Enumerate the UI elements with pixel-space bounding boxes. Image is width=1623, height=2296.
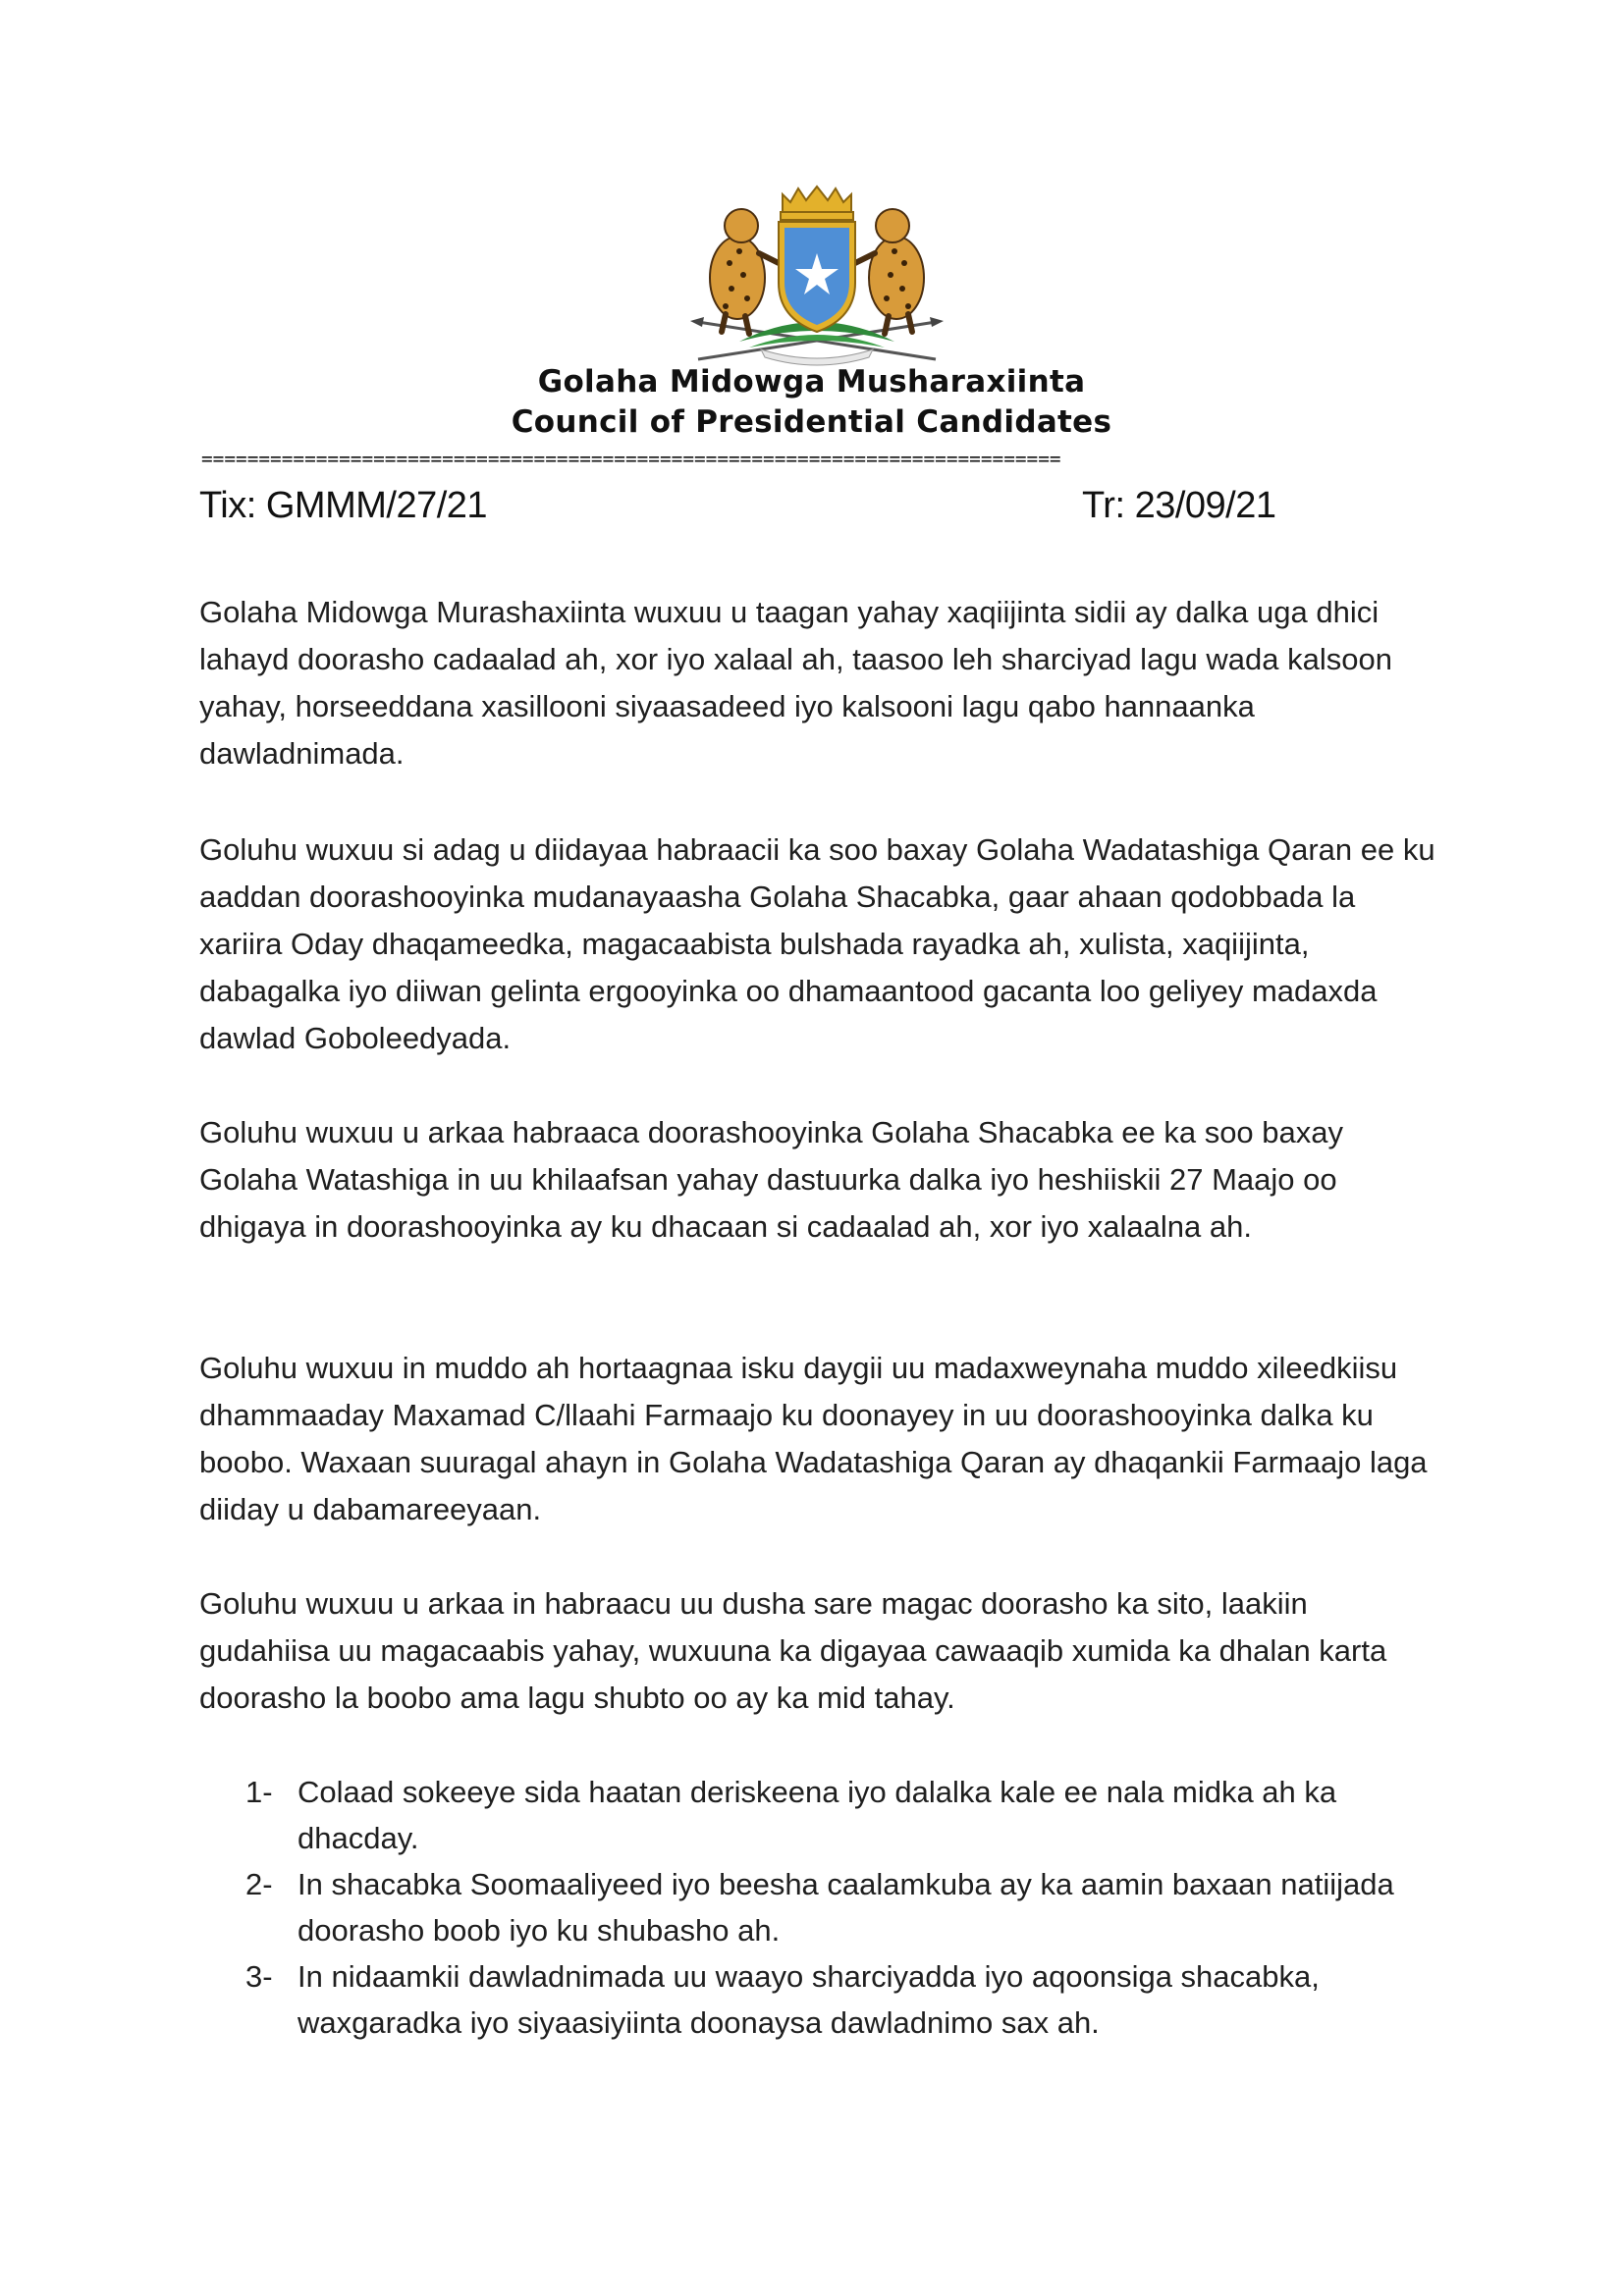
crown-icon <box>781 187 853 220</box>
shield-icon <box>779 222 855 332</box>
coat-of-arms-emblem <box>680 185 953 367</box>
list-item-number: 2- <box>245 1867 273 1901</box>
list-item-number: 3- <box>245 1959 273 1994</box>
body-paragraph: Golaha Midowga Murashaxiinta wuxuu u taagan yahay xaqiijinta sidii ay dalka uga dhici lahayd doorasho cadaalad ah, xor iyo xalaal ah, taasoo leh sharciyad lagu wada kalsoon yahay, horseeddana xasillooni siyaasadeed iyo kalsooni lagu qabo hannaanka dawladnimada. <box>199 595 1392 771</box>
consequences-list <box>199 1769 1436 2046</box>
list-item <box>199 1953 1436 2046</box>
body-paragraph: Goluhu wuxuu u arkaa in habraacu uu dusha sare magac doorasho ka sito, laakiin gudahiisa uu magacaabis yahay, wuxuuna ka digayaa cawaaqib xumida ka dhalan karta doorasho la boobo ama lagu shubto oo ay ka mid tahay. <box>199 1586 1387 1715</box>
list-item-number: 1- <box>245 1775 273 1809</box>
body-paragraph: Goluhu wuxuu si adag u diidayaa habraacii ka soo baxay Golaha Wadatashiga Qaran ee ku aaddan doorashooyinka mudanayaasha Golaha Shacabka, gaar ahaan qodobbada la xariira Oday dhaqameedka, magacaabista bulshada rayadka ah, xulista, xaqiijinta, dabagalka iyo diiwan gelinta ergooyinka oo dhamaantood gacanta loo geliyey madaxda dawlad Goboleedyada. <box>199 832 1435 1055</box>
right-leopard-icon <box>855 209 924 334</box>
list-item-text: In nidaamkii dawladnimada uu waayo sharciyadda iyo aqoonsiga shacabka, waxgaradka iyo siyaasiyiinta doonaysa dawladnimo sax ah. <box>298 1959 1320 2040</box>
list-item <box>199 1861 1436 1953</box>
body-paragraph: Goluhu wuxuu u arkaa habraaca doorashooyinka Golaha Shacabka ee ka soo baxay Golaha Watashiga in uu khilaafsan yahay dastuurka dalka iyo heshiiskii 27 Maajo oo dhigaya in doorashooyinka ay ku dhacaan si cadaalad ah, xor iyo xalaalna ah. <box>199 1115 1344 1244</box>
body-paragraph: Goluhu wuxuu in muddo ah hortaagnaa isku daygii uu madaxweynaha muddo xileedkiisu dhammaaday Maxamad C/llaahi Farmaajo ku doonayey in uu doorashooyinka dalka ku boobo. Waxaan suuragal ahayn in Golaha Wadatashiga Qaran ay dhaqankii Farmaajo laga diiday u dabamareeyaan. <box>199 1351 1428 1526</box>
list-item-text: In shacabka Soomaaliyeed iyo beesha caalamkuba ay ka aamin baxaan natiijada doorasho boob iyo ku shubasho ah. <box>298 1867 1394 1948</box>
reference-date: Tr: 23/09/21 <box>1082 485 1276 526</box>
header-divider: =========================================================================== <box>201 448 1061 470</box>
org-name-somali: Golaha Midowga Musharaxiinta <box>537 364 1086 400</box>
left-leopard-icon <box>710 209 779 334</box>
list-item-text: Colaad sokeeye sida haatan deriskeena iyo dalalka kale ee nala midka ah ka dhacday. <box>298 1775 1337 1855</box>
list-item <box>199 1769 1436 1861</box>
reference-number: Tix: GMMM/27/21 <box>199 485 488 526</box>
org-name-english: Council of Presidential Candidates <box>511 404 1112 440</box>
